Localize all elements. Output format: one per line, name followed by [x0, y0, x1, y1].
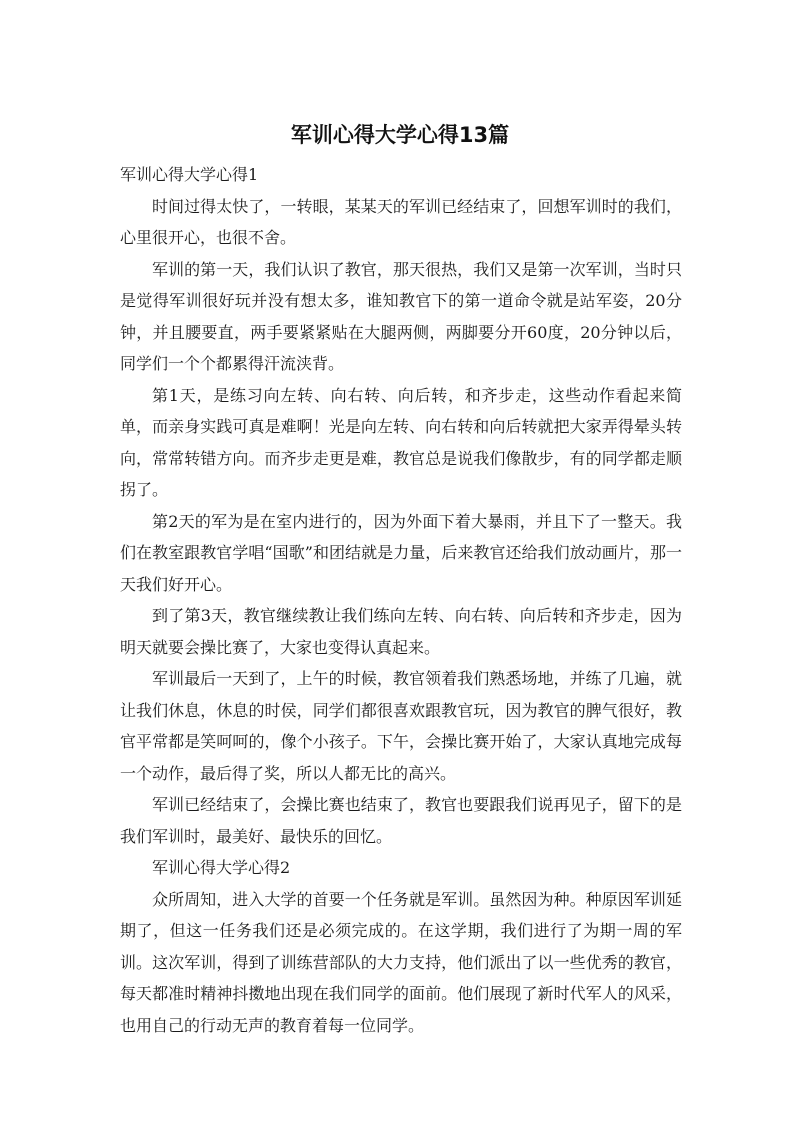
section-heading-1: 军训心得大学心得1: [120, 165, 259, 184]
paragraph: 军训的第一天，我们认识了教官，那天很热，我们又是第一次军训，当时只是觉得军训很好玩并没有想太多，谁知教官下的第一道命令就是站军姿，20分钟，并且腰要直，两手要紧紧贴在大腿两侧，两脚要分开60度，20分钟以后，同学们一个个都累得汗流浃背。: [120, 259, 682, 373]
paragraph: 到了第3天，教官继续教让我们练向左转、向右转、向后转和齐步走，因为明天就要会操比赛了，大家也变得认真起来。: [120, 606, 682, 657]
paragraph: 第1天，是练习向左转、向右转、向后转，和齐步走，这些动作看起来简单，而亲身实践可真是难啊！光是向左转、向右转和向后转就把大家弄得晕头转向，常常转错方向。而齐步走更是难，教官总是说我们像散步，有的同学都走顺拐了。: [120, 385, 682, 499]
document-body: [120, 159, 682, 1041]
paragraph: 众所周知，进入大学的首要一个任务就是军训。虽然因为种。种原因军训延期了，但这一任务我们还是必须完成的。在这学期，我们进行了为期一周的军训。这次军训，得到了训练营部队的大力支持，他们派出了以一些优秀的教官，每天都准时精神抖擞地出现在我们同学的面前。他们展现了新时代军人的风采，也用自己的行动无声的教育着每一位同学。: [120, 889, 682, 1035]
paragraph: 军训最后一天到了，上午的时候，教官领着我们熟悉场地，并练了几遍，就让我们休息，休息的时侯，同学们都很喜欢跟教官玩，因为教官的脾气很好，教官平常都是笑呵呵的，像个小孩子。下午，会操比赛开始了，大家认真地完成每一个动作，最后得了奖，所以人都无比的高兴。: [120, 669, 682, 783]
paragraph: 时间过得太快了，一转眼，某某天的军训已经结束了，回想军训时的我们，心里很开心，也很不舍。: [120, 196, 682, 247]
paragraph: 第2天的军为是在室内进行的，因为外面下着大暴雨，并且下了一整天。我们在教室跟教官学唱“国歌”和团结就是力量，后来教官还给我们放动画片，那一天我们好开心。: [120, 511, 682, 594]
paragraph: 军训已经结束了，会操比赛也结束了，教官也要跟我们说再见子，留下的是我们军训时，最美好、最快乐的回忆。: [120, 795, 682, 846]
document-title: 军训心得大学心得13篇: [290, 123, 510, 147]
section-heading-2: 军训心得大学心得2: [152, 858, 291, 877]
